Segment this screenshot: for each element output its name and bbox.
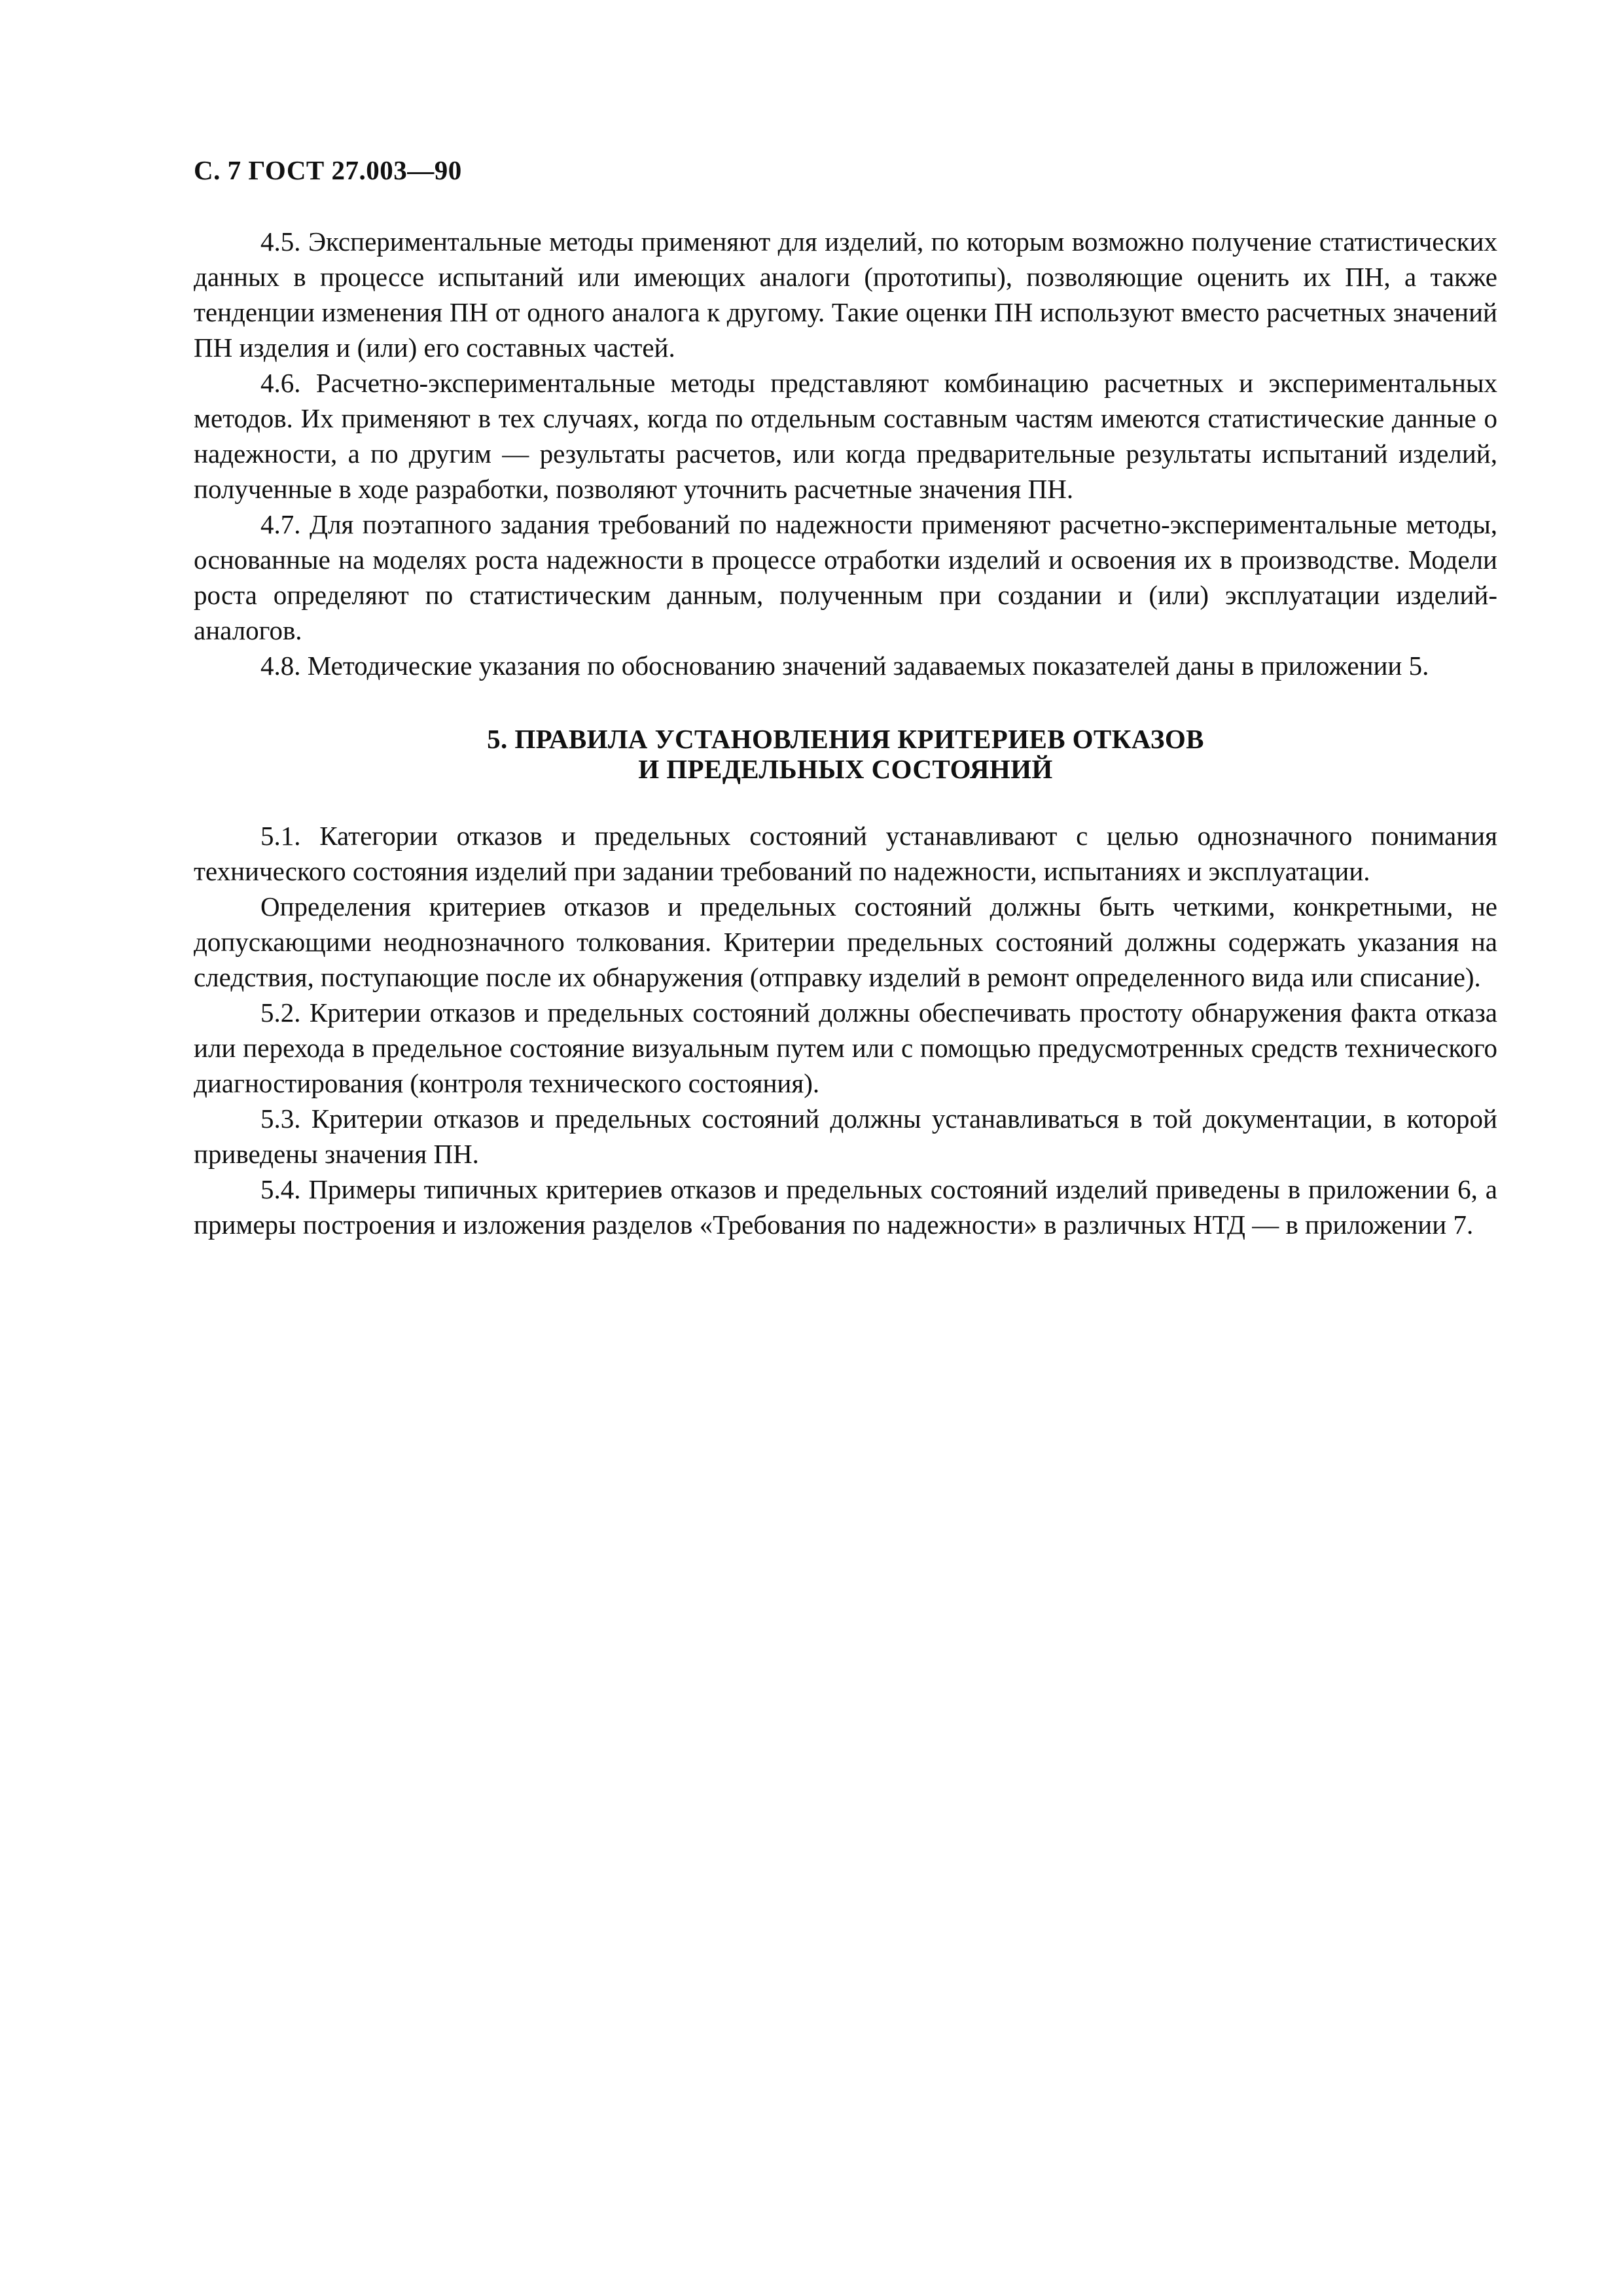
section-5-title: [194, 724, 1497, 784]
paragraph-5-2: 5.2. Критерии отказов и предельных состояний должны обеспечивать простоту обнаружения факта отказа или перехода в предельное состояние визуальным путем или с помощью предусмотренных средств технического диагностирования (контроля технического состояния).: [194, 997, 1497, 1098]
section-5-title-line-2: И ПРЕДЕЛЬНЫХ СОСТОЯНИЙ: [638, 754, 1053, 784]
page-header: С. 7 ГОСТ 27.003—90: [194, 155, 462, 185]
paragraph-4-7: 4.7. Для поэтапного задания требований по надежности применяют расчетно-экспериментальные методы, основанные на моделях роста надежности в процессе отработки изделий и освоения их в производстве. Модели роста определяют по статистическим данным, полученным при создании и (или) эксплуатации изделий-аналогов.: [194, 509, 1497, 645]
paragraph-5-3: 5.3. Критерии отказов и предельных состояний должны устанавливаться в той документации, в которой приведены значения ПН.: [194, 1103, 1497, 1169]
paragraph-4-5: 4.5. Экспериментальные методы применяют для изделий, по которым возможно получение статистических данных в процессе испытаний или имеющих аналоги (прототипы), позволяющие оценить их ПН, а также тенденции изменения ПН от одного аналога к другому. Такие оценки ПН используют вместо расчетных значений ПН изделия и (или) его составных частей.: [194, 226, 1497, 363]
section-5-title-line-1: 5. ПРАВИЛА УСТАНОВЛЕНИЯ КРИТЕРИЕВ ОТКАЗОВ: [487, 724, 1204, 754]
paragraph-4-6: 4.6. Расчетно-экспериментальные методы представляют комбинацию расчетных и экспериментальных методов. Их применяют в тех случаях, когда по отдельным составным частям имеются статистические данные о надежности, а по другим — результаты расчетов, или когда предварительные результаты испытаний изделий, полученные в ходе разработки, позволяют уточнить расчетные значения ПН.: [194, 368, 1497, 504]
document-body: [194, 224, 1497, 1242]
paragraph-5-4: 5.4. Примеры типичных критериев отказов и предельных состояний изделий приведены в приложении 6, а примеры построения и изложения разделов «Требования по надежности» в различных НТД — в приложении 7.: [194, 1174, 1497, 1240]
paragraph-5-1-definitions: Определения критериев отказов и предельных состояний должны быть четкими, конкретными, не допускающими неоднозначного толкования. Критерии предельных состояний должны содержать указания на следствия, поступающие после их обнаружения (отправку изделий в ремонт определенного вида или списание).: [194, 891, 1497, 992]
paragraph-4-8: 4.8. Методические указания по обоснованию значений задаваемых показателей даны в приложении 5.: [260, 651, 1429, 681]
paragraph-5-1: 5.1. Категории отказов и предельных состояний устанавливают с целью однозначного понимания технического состояния изделий при задании требований по надежности, испытаниях и эксплуатации.: [194, 821, 1497, 886]
